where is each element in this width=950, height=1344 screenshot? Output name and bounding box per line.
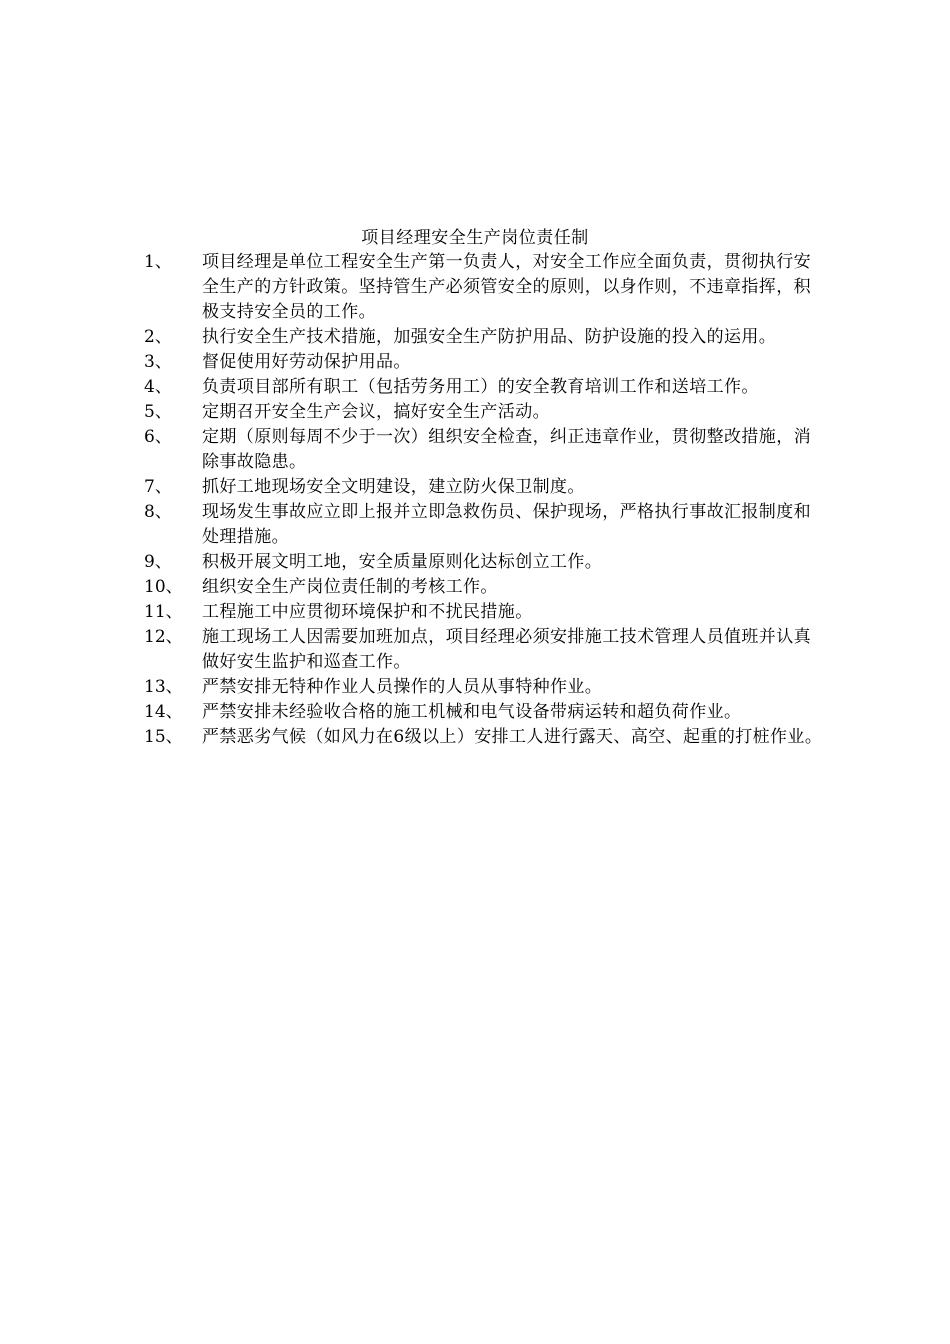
item-number: 7、 [144,477,172,497]
item-text: 组织安全生产岗位责任制的考核工作。 [202,577,498,597]
list-item [144,700,834,725]
list-item [144,550,834,575]
list-item [144,625,834,675]
list-item [144,475,834,500]
item-number: 5、 [144,402,172,422]
item-number: 4、 [144,377,172,397]
item-number: 1、 [144,252,172,272]
item-text: 严禁安排无特种作业人员操作的人员从事特种作业。 [202,677,603,697]
item-number: 15、 [144,727,183,747]
item-text: 定期（原则每周不少于一次）组织安全检查，纠正违章作业，贯彻整改措施，消除事故隐患。 [202,427,811,472]
item-number: 13、 [144,677,183,697]
item-text: 定期召开安全生产会议，搞好安全生产活动。 [202,402,550,422]
list-item [144,375,834,400]
item-number: 14、 [144,702,183,722]
item-text: 执行安全生产技术措施，加强安全生产防护用品、防护设施的投入的运用。 [202,327,777,347]
item-text: 抓好工地现场安全文明建设，建立防火保卫制度。 [202,477,585,497]
list-item [144,400,834,425]
document-title: 项目经理安全生产岗位责任制 [361,228,589,248]
item-number: 12、 [144,627,183,647]
responsibility-list [144,250,834,750]
list-item [144,725,834,750]
list-item [144,575,834,600]
item-number: 2、 [144,327,172,347]
item-text: 严禁安排未经验收合格的施工机械和电气设备带病运转和超负荷作业。 [202,702,742,722]
item-text: 督促使用好劳动保护用品。 [202,352,411,372]
list-item [144,350,834,375]
list-item [144,325,834,350]
list-item [144,600,834,625]
item-text: 严禁恶劣气候（如风力在6级以上）安排工人进行露天、高空、起重的打桩作业。 [202,727,823,747]
item-number: 10、 [144,577,183,597]
item-text: 负责项目部所有职工（包括劳务用工）的安全教育培训工作和送培工作。 [202,377,759,397]
item-text: 积极开展文明工地，安全质量原则化达标创立工作。 [202,552,603,572]
item-number: 8、 [144,502,172,522]
item-number: 11、 [144,602,183,622]
item-text: 施工现场工人因需要加班加点，项目经理必须安排施工技术管理人员值班并认真做好安生监护和巡查工作。 [202,627,811,672]
list-item [144,675,834,700]
list-item [144,425,834,475]
item-text: 项目经理是单位工程安全生产第一负责人，对安全工作应全面负责，贯彻执行安全生产的方针政策。坚持管生产必须管安全的原则，以身作则，不违章指挥，积极支持安全员的工作。 [202,252,811,322]
list-item [144,500,834,550]
item-number: 9、 [144,552,172,572]
item-text: 工程施工中应贯彻环境保护和不扰民措施。 [202,602,533,622]
list-item [144,250,834,325]
item-number: 6、 [144,427,172,447]
item-text: 现场发生事故应立即上报并立即急救伤员、保护现场，严格执行事故汇报制度和处理措施。 [202,502,811,547]
item-number: 3、 [144,352,172,372]
